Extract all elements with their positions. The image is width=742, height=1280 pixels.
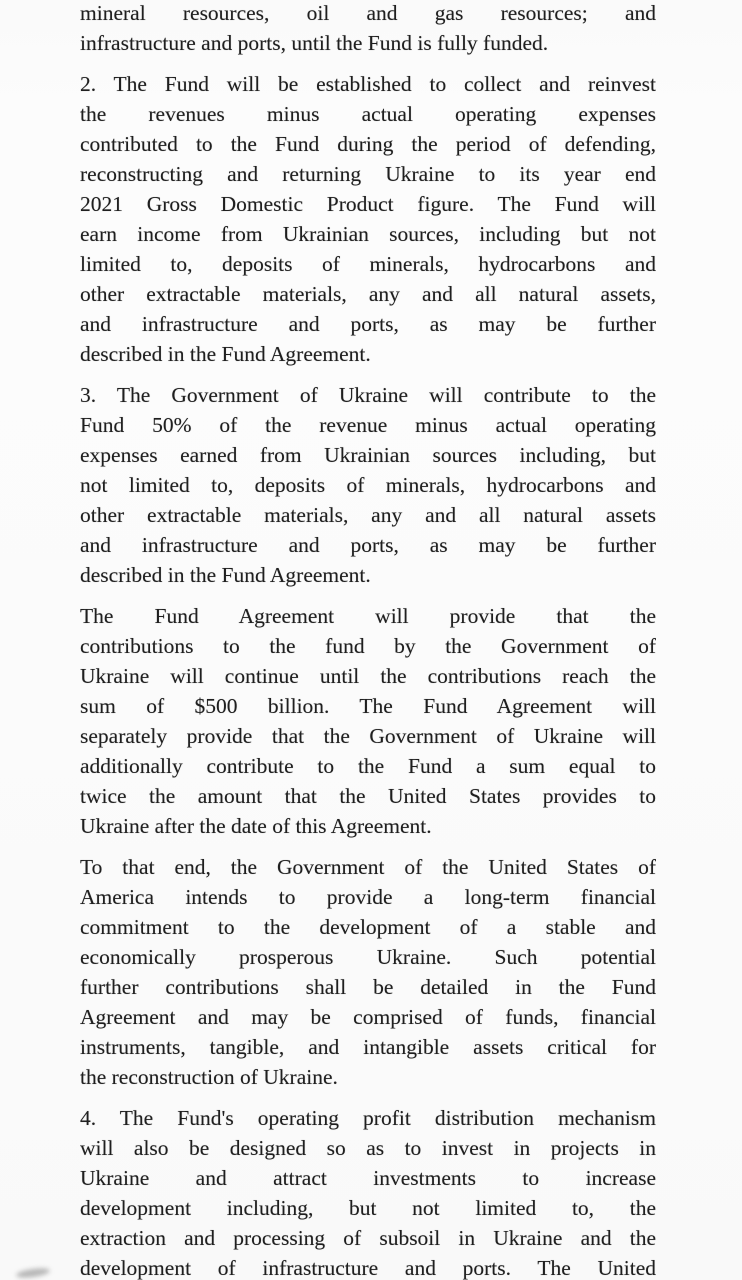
text-line: Agreement and may be comprised of funds, financial (80, 1005, 656, 1029)
text-line: and infrastructure and ports, as may be further (80, 533, 656, 557)
text-line: mineral resources, oil and gas resources; and (80, 1, 656, 25)
text-line: infrastructure and ports, until the Fund is fully funded. (80, 31, 549, 55)
text-line: economically prosperous Ukraine. Such potential (80, 945, 656, 969)
text-line: extraction and processing of subsoil in Ukraine and the (80, 1226, 656, 1250)
text-line: earn income from Ukrainian sources, including but not (80, 222, 656, 246)
text-line: contributed to the Fund during the period of defending, (80, 132, 656, 156)
text-line: separately provide that the Government of Ukraine will (80, 724, 656, 748)
text-line: will also be designed so as to invest in projects in (80, 1136, 656, 1160)
paragraph (80, 601, 656, 841)
text-line: Ukraine after the date of this Agreement. (80, 814, 432, 838)
text-line: limited to, deposits of minerals, hydrocarbons and (80, 252, 656, 276)
text-line: other extractable materials, any and all natural assets (80, 503, 656, 527)
text-line: the revenues minus actual operating expenses (80, 102, 656, 126)
text-line: sum of $500 billion. The Fund Agreement will (80, 694, 656, 718)
text-line: and infrastructure and ports, as may be further (80, 312, 656, 336)
document-text (80, 0, 656, 1280)
paragraph (80, 380, 656, 590)
paragraph (80, 69, 656, 369)
text-line: Fund 50% of the revenue minus actual operating (80, 413, 656, 437)
text-line: development including, but not limited to, the (80, 1196, 656, 1220)
text-line: reconstructing and returning Ukraine to its year end (80, 162, 656, 186)
text-line: development of infrastructure and ports. The United (80, 1256, 656, 1280)
text-line: instruments, tangible, and intangible assets critical for (80, 1035, 656, 1059)
text-line: not limited to, deposits of minerals, hydrocarbons and (80, 473, 656, 497)
text-line: America intends to provide a long-term financial (80, 885, 656, 909)
text-line: Ukraine and attract investments to increase (80, 1166, 656, 1190)
paragraph (80, 852, 656, 1092)
text-line: further contributions shall be detailed in the Fund (80, 975, 656, 999)
text-line: 4. The Fund's operating profit distribution mechanism (80, 1106, 656, 1130)
paragraph (80, 0, 656, 58)
text-line: other extractable materials, any and all natural assets, (80, 282, 656, 306)
text-line: To that end, the Government of the United States of (80, 855, 656, 879)
text-line: expenses earned from Ukrainian sources including, but (80, 443, 656, 467)
text-line: 3. The Government of Ukraine will contribute to the (80, 383, 656, 407)
text-line: The Fund Agreement will provide that the (80, 604, 656, 628)
text-line: described in the Fund Agreement. (80, 342, 371, 366)
text-line: twice the amount that the United States provides to (80, 784, 656, 808)
text-line: the reconstruction of Ukraine. (80, 1065, 338, 1089)
text-line: 2. The Fund will be established to collect and reinvest (80, 72, 656, 96)
text-line: contributions to the fund by the Government of (80, 634, 656, 658)
text-line: commitment to the development of a stable and (80, 915, 656, 939)
scan-smudge-artifact (16, 1267, 51, 1280)
text-line: 2021 Gross Domestic Product figure. The Fund will (80, 192, 656, 216)
paragraph (80, 1103, 656, 1280)
text-line: described in the Fund Agreement. (80, 563, 371, 587)
text-line: Ukraine will continue until the contributions reach the (80, 664, 656, 688)
text-line: additionally contribute to the Fund a sum equal to (80, 754, 656, 778)
